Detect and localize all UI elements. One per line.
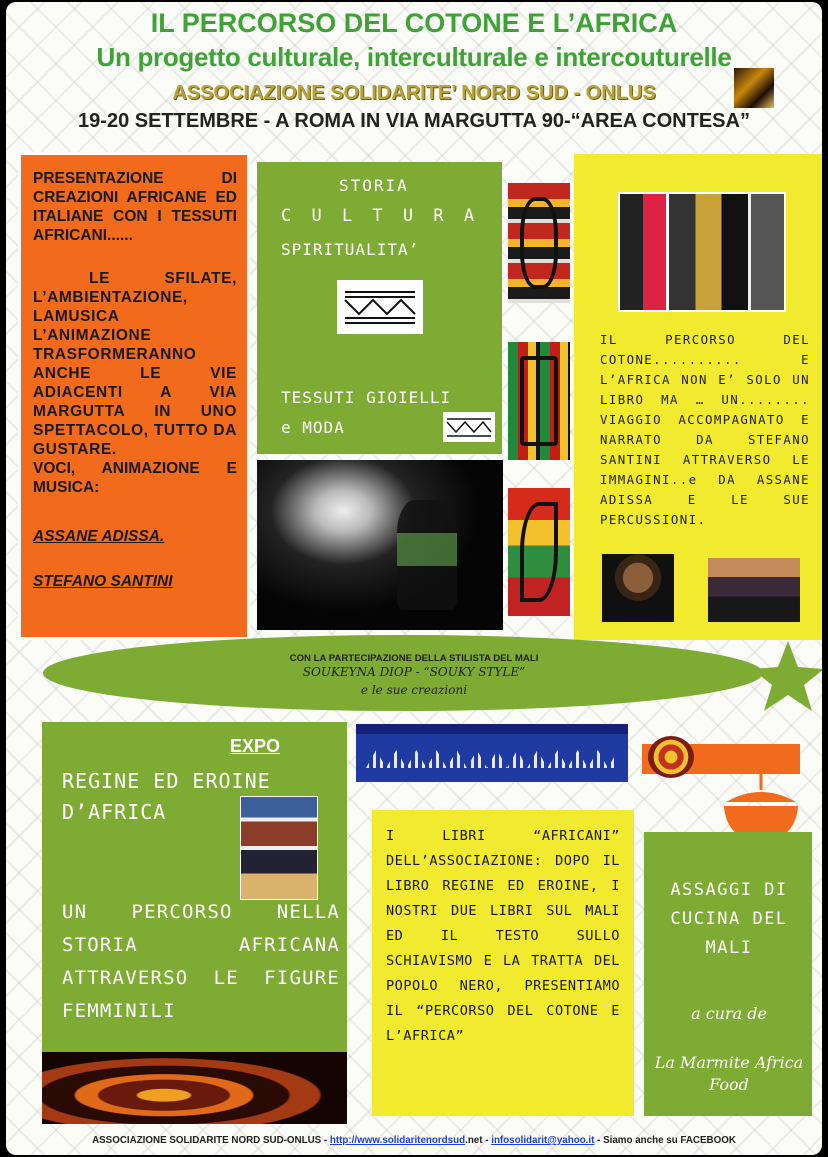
footer-website-suffix: .net - <box>465 1135 492 1146</box>
food-title: ASSAGGI DI CUCINA DEL MALI <box>670 880 788 958</box>
small-textile-motif <box>443 412 495 442</box>
stylist-creations: e le sue creazioni <box>360 683 468 697</box>
textile-disc <box>648 736 694 778</box>
theme-spiritualita: SPIRITUALITA’ <box>281 240 420 259</box>
dancer-photo <box>257 460 503 630</box>
poster <box>6 2 822 1155</box>
footer-prefix: ASSOCIAZIONE SOLIDARITE NORD SUD-ONLUS - <box>92 1135 330 1146</box>
artist-stefano: STEFANO SANTINI <box>33 573 173 590</box>
group-photo <box>708 558 800 622</box>
website-link[interactable]: http://www.solidaritenordsud <box>329 1135 466 1146</box>
food-panel <box>644 832 812 1116</box>
voices-text: VOCI, ANIMAZIONE E MUSICA: <box>33 460 237 496</box>
expo-description: UN PERCORSO NELLA STORIA AFRICANA ATTRAVERSO LE FIGURE FEMMINILI <box>62 901 340 1022</box>
footer <box>6 1135 822 1146</box>
show-text: LE SFILATE, L’AMBIENTAZIONE, LAMUSICA L’ANIMAZIONE TRASFORMERANNO ANCHE LE VIE ADIACENTI A VIA MARGUTTA IN UNO SPETTACOLO, TUTTO DA GUSTARE. <box>33 270 237 458</box>
orange-stripe <box>642 744 800 774</box>
dancer-figure <box>397 500 457 610</box>
theme-moda: e MODA <box>281 418 345 437</box>
stylist-name: SOUKEYNA DIOP - “SOUKY STYLE” <box>302 665 526 679</box>
artist-assane: ASSANE ADISSA. <box>33 528 165 545</box>
kente-strip-bottom <box>508 488 570 616</box>
event-dates: 19-20 SETTEMBRE - A ROMA IN VIA MARGUTTA 90-“AREA CONTESA” <box>78 110 750 132</box>
textile-motif-image <box>337 280 423 334</box>
spiral-photo <box>42 1052 347 1124</box>
expo-panel <box>42 722 347 1124</box>
theme-tessuti: TESSUTI GIOIELLI <box>281 388 452 407</box>
poster-subtitle: Un progetto culturale, interculturale e intercouturelle <box>96 42 732 72</box>
yellow-book-panel <box>574 154 822 640</box>
footer-suffix: - Siamo anche su FACEBOOK <box>594 1135 736 1146</box>
presentation-text: PRESENTAZIONE DI CREAZIONI AFRICANE ED ITALIANE CON I TESSUTI AFRICANI...... <box>33 170 237 244</box>
kente-strip-middle <box>508 342 570 460</box>
email-link[interactable]: infosolidarit@yahoo.it <box>491 1135 595 1146</box>
association-name: ASSOCIAZIONE SOLIDARITE’ NORD SUD - ONLUS <box>172 82 656 104</box>
food-maker: La Marmite Africa Food <box>654 1053 804 1094</box>
books-panel <box>372 810 634 1116</box>
theme-storia: STORIA <box>339 176 409 195</box>
expo-title: EXPO <box>230 736 281 756</box>
theme-cultura: C U L T U R A <box>281 206 480 226</box>
poster-title: IL PERCORSO DEL COTONE E L’AFRICA <box>150 8 678 38</box>
green-themes-panel <box>257 162 502 454</box>
portrait-photo <box>602 554 674 622</box>
expo-subtitle: REGINE ED EROINE D’AFRICA <box>62 769 271 824</box>
photo-collage <box>618 192 786 312</box>
corner-photo <box>734 68 774 108</box>
textile-pattern <box>366 750 618 768</box>
food-curated: a cura de <box>691 1004 767 1023</box>
orange-info-panel <box>18 152 250 640</box>
participation-text: CON LA PARTECIPAZIONE DELLA STILISTA DEL MALI <box>289 653 539 664</box>
heroines-collage <box>240 796 318 900</box>
books-description: I LIBRI “AFRICANI” DELL’ASSOCIAZIONE: DOPO IL LIBRO REGINE ED EROINE, I NOSTRI DUE LIBRI SUL MALI ED IL TESTO SULLO SCHIAVISMO E LA TRATTA DEL POPOLO NERO, PRESENTIAMO IL “PERCORSO DEL COTONE E L’AFRICA” <box>386 828 620 1044</box>
book-description: IL PERCORSO DEL COTONE.......... E L’AFRICA NON E’ SOLO UN LIBRO MA … UN........ VIAGGIO ACCOMPAGNATO E NARRATO DA STEFANO SANTINI ATTRAVERSO LE IMMAGINI..e DA ASSANE ADISSA E LE SUE PERCUSSIONI. <box>600 332 810 527</box>
kente-strip-top <box>508 183 570 303</box>
blue-textile-strip <box>356 724 628 782</box>
